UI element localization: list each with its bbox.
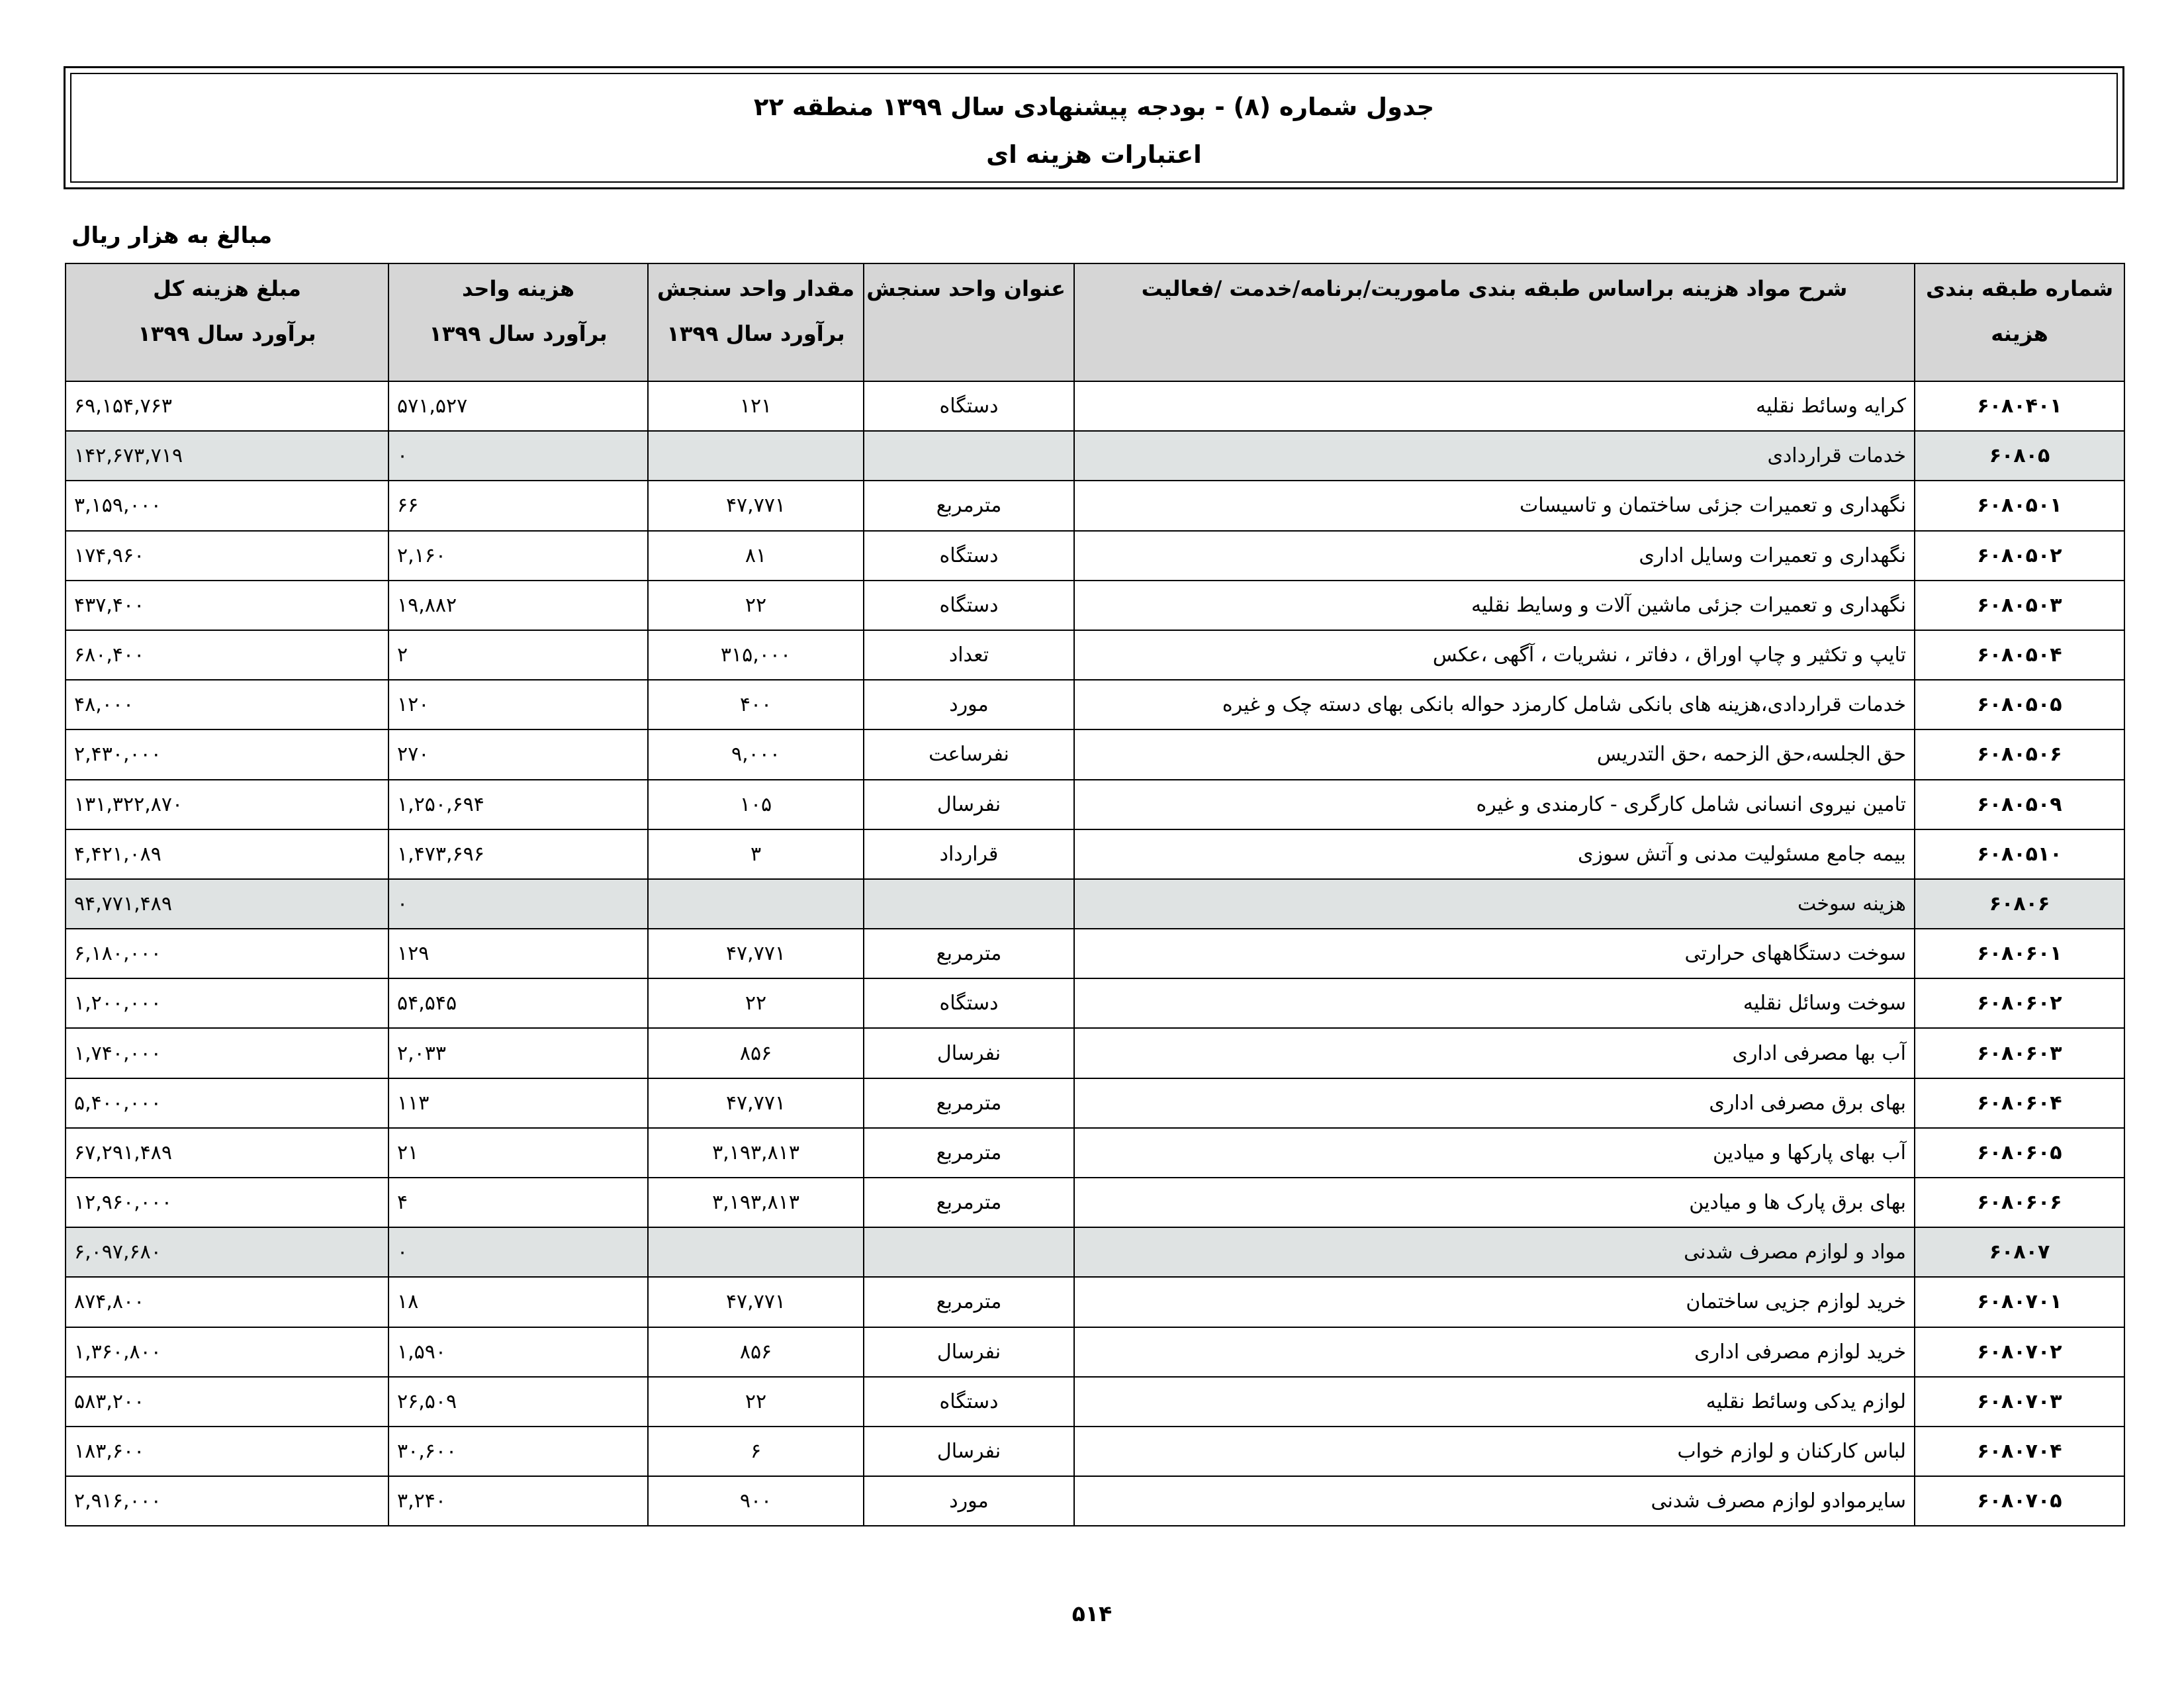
table-row xyxy=(66,1128,2124,1178)
code-cell: ۶۰۸۰۷۰۴ xyxy=(1915,1427,2124,1476)
code-cell: ۶۰۸۰۷۰۳ xyxy=(1915,1377,2124,1427)
quantity-cell: ۶ xyxy=(648,1427,864,1476)
unit-cell: نفرسال xyxy=(864,780,1074,829)
quantity-cell: ۳,۱۹۳,۸۱۳ xyxy=(648,1128,864,1178)
unit-cell: مورد xyxy=(864,1476,1074,1526)
table-row xyxy=(66,630,2124,680)
unit-cost-cell: ۱۲۹ xyxy=(388,929,648,978)
code-cell: ۶۰۸۰۶۰۲ xyxy=(1915,978,2124,1028)
code-cell: ۶۰۸۰۵۱۰ xyxy=(1915,829,2124,879)
total-cell: ۵۸۳,۲۰۰ xyxy=(66,1377,388,1427)
description-cell: لباس کارکنان و لوازم خواب xyxy=(1074,1427,1915,1476)
table-row xyxy=(66,531,2124,581)
total-cell: ۴۳۷,۴۰۰ xyxy=(66,581,388,630)
code-cell: ۶۰۸۰۷ xyxy=(1915,1227,2124,1277)
description-cell: بهای برق مصرفی اداری xyxy=(1074,1078,1915,1128)
unit-cost-cell: ۱,۲۵۰,۶۹۴ xyxy=(388,780,648,829)
description-cell: سوخت دستگاههای حرارتی xyxy=(1074,929,1915,978)
code-cell: ۶۰۸۰۶۰۴ xyxy=(1915,1078,2124,1128)
quantity-cell: ۹,۰۰۰ xyxy=(648,729,864,779)
description-cell: تایپ و تکثیر و چاپ اوراق ، دفاتر ، نشریات ، آگهی ،عکس xyxy=(1074,630,1915,680)
unit-cell: نفرساعت xyxy=(864,729,1074,779)
code-cell: ۶۰۸۰۵۰۶ xyxy=(1915,729,2124,779)
unit-cost-cell: ۱۲۰ xyxy=(388,680,648,729)
unit-cell: مترمربع xyxy=(864,1128,1074,1178)
unit-cell: دستگاه xyxy=(864,581,1074,630)
total-cell: ۹۴,۷۷۱,۴۸۹ xyxy=(66,879,388,929)
table-row xyxy=(66,978,2124,1028)
table-row xyxy=(66,729,2124,779)
unit-cost-cell: ۱۸ xyxy=(388,1277,648,1327)
quantity-cell: ۳۱۵,۰۰۰ xyxy=(648,630,864,680)
table-row xyxy=(66,381,2124,431)
header-total: مبلغ هزینه کل برآورد سال ۱۳۹۹ xyxy=(66,263,388,381)
table-row xyxy=(66,780,2124,829)
description-cell: لوازم یدکی وسائط نقلیه xyxy=(1074,1377,1915,1427)
code-cell: ۶۰۸۰۷۰۲ xyxy=(1915,1327,2124,1377)
code-cell: ۶۰۸۰۵۰۹ xyxy=(1915,780,2124,829)
unit-cost-cell: ۲۷۰ xyxy=(388,729,648,779)
table-group-row xyxy=(66,1227,2124,1277)
quantity-cell: ۴۷,۷۷۱ xyxy=(648,481,864,530)
unit-cell: مترمربع xyxy=(864,1178,1074,1227)
total-cell: ۴,۴۲۱,۰۸۹ xyxy=(66,829,388,879)
quantity-cell: ۲۲ xyxy=(648,581,864,630)
unit-cell: مورد xyxy=(864,680,1074,729)
budget-table xyxy=(65,263,2125,1526)
description-cell: خدمات قراردادی xyxy=(1074,431,1915,481)
page-title: جدول شماره (۸) - بودجه پیشنهادی سال ۱۳۹۹ منطقه ۲۲ xyxy=(753,93,1435,121)
total-cell: ۶,۰۹۷,۶۸۰ xyxy=(66,1227,388,1277)
description-cell: بهای برق پارک ها و میادین xyxy=(1074,1178,1915,1227)
code-cell: ۶۰۸۰۵۰۵ xyxy=(1915,680,2124,729)
code-cell: ۶۰۸۰۶۰۳ xyxy=(1915,1028,2124,1078)
quantity-cell: ۹۰۰ xyxy=(648,1476,864,1526)
unit-cell: دستگاه xyxy=(864,978,1074,1028)
unit-cell xyxy=(864,431,1074,481)
unit-cost-cell: ۳۰,۶۰۰ xyxy=(388,1427,648,1476)
description-cell: آب بهای پارکها و میادین xyxy=(1074,1128,1915,1178)
code-cell: ۶۰۸۰۶ xyxy=(1915,879,2124,929)
quantity-cell: ۱۲۱ xyxy=(648,381,864,431)
table-group-row xyxy=(66,879,2124,929)
total-cell: ۱,۲۰۰,۰۰۰ xyxy=(66,978,388,1028)
total-cell: ۴۸,۰۰۰ xyxy=(66,680,388,729)
table-row xyxy=(66,1427,2124,1476)
total-cell: ۶۷,۲۹۱,۴۸۹ xyxy=(66,1128,388,1178)
description-cell: خرید لوازم مصرفی اداری xyxy=(1074,1327,1915,1377)
unit-cost-cell: ۶۶ xyxy=(388,481,648,530)
quantity-cell: ۸۵۶ xyxy=(648,1028,864,1078)
total-cell: ۲,۹۱۶,۰۰۰ xyxy=(66,1476,388,1526)
unit-cell: مترمربع xyxy=(864,481,1074,530)
total-cell: ۱۲,۹۶۰,۰۰۰ xyxy=(66,1178,388,1227)
code-cell: ۶۰۸۰۷۰۵ xyxy=(1915,1476,2124,1526)
header-unit: عنوان واحد سنجش xyxy=(864,263,1074,381)
page-number: ۵۱۴ xyxy=(1071,1601,1113,1626)
header-quantity: مقدار واحد سنجش برآورد سال ۱۳۹۹ xyxy=(648,263,864,381)
table-row xyxy=(66,829,2124,879)
description-cell: سوخت وسائل نقلیه xyxy=(1074,978,1915,1028)
total-cell: ۱۷۴,۹۶۰ xyxy=(66,531,388,581)
table-row xyxy=(66,1078,2124,1128)
table-row xyxy=(66,581,2124,630)
total-cell: ۱۳۱,۳۲۲,۸۷۰ xyxy=(66,780,388,829)
unit-cell: مترمربع xyxy=(864,1078,1074,1128)
quantity-cell: ۳,۱۹۳,۸۱۳ xyxy=(648,1178,864,1227)
unit-cost-cell: ۰ xyxy=(388,1227,648,1277)
quantity-cell: ۲۲ xyxy=(648,978,864,1028)
description-cell: آب بها مصرفی اداری xyxy=(1074,1028,1915,1078)
table-row xyxy=(66,1476,2124,1526)
code-cell: ۶۰۸۰۵۰۲ xyxy=(1915,531,2124,581)
description-cell: بیمه جامع مسئولیت مدنی و آتش سوزی xyxy=(1074,829,1915,879)
title-inner-frame xyxy=(70,73,2118,183)
total-cell: ۲,۴۳۰,۰۰۰ xyxy=(66,729,388,779)
code-cell: ۶۰۸۰۵۰۳ xyxy=(1915,581,2124,630)
code-cell: ۶۰۸۰۵۰۱ xyxy=(1915,481,2124,530)
total-cell: ۱,۷۴۰,۰۰۰ xyxy=(66,1028,388,1078)
code-cell: ۶۰۸۰۵۰۴ xyxy=(1915,630,2124,680)
unit-cell: مترمربع xyxy=(864,1277,1074,1327)
unit-cell: دستگاه xyxy=(864,381,1074,431)
quantity-cell: ۴۷,۷۷۱ xyxy=(648,1078,864,1128)
unit-cost-cell: ۵۴,۵۴۵ xyxy=(388,978,648,1028)
code-cell: ۶۰۸۰۶۰۶ xyxy=(1915,1178,2124,1227)
description-cell: نگهداری و تعمیرات جزئی ماشین آلات و وسایط نقلیه xyxy=(1074,581,1915,630)
unit-cell: دستگاه xyxy=(864,531,1074,581)
unit-cost-cell: ۲ xyxy=(388,630,648,680)
description-cell: تامین نیروی انسانی شامل کارگری - کارمندی و غیره xyxy=(1074,780,1915,829)
unit-cost-cell: ۰ xyxy=(388,431,648,481)
table-row xyxy=(66,481,2124,530)
title-box xyxy=(64,66,2124,189)
description-cell: نگهداری و تعمیرات جزئی ساختمان و تاسیسات xyxy=(1074,481,1915,530)
total-cell: ۱,۳۶۰,۸۰۰ xyxy=(66,1327,388,1377)
unit-cost-cell: ۱۱۳ xyxy=(388,1078,648,1128)
total-cell: ۶۹,۱۵۴,۷۶۳ xyxy=(66,381,388,431)
description-cell: نگهداری و تعمیرات وسایل اداری xyxy=(1074,531,1915,581)
total-cell: ۵,۴۰۰,۰۰۰ xyxy=(66,1078,388,1128)
description-cell: هزینه سوخت xyxy=(1074,879,1915,929)
unit-cell: دستگاه xyxy=(864,1377,1074,1427)
table-group-row xyxy=(66,431,2124,481)
quantity-cell xyxy=(648,1227,864,1277)
table-header-row xyxy=(66,263,2124,381)
unit-cell: قرارداد xyxy=(864,829,1074,879)
quantity-cell: ۴۷,۷۷۱ xyxy=(648,1277,864,1327)
total-cell: ۱۴۲,۶۷۳,۷۱۹ xyxy=(66,431,388,481)
table-row xyxy=(66,680,2124,729)
description-cell: حق الجلسه،حق الزحمه ،حق التدریس xyxy=(1074,729,1915,779)
total-cell: ۳,۱۵۹,۰۰۰ xyxy=(66,481,388,530)
header-code: شماره طبقه بندی هزینه xyxy=(1915,263,2124,381)
total-cell: ۶۸۰,۴۰۰ xyxy=(66,630,388,680)
code-cell: ۶۰۸۰۵ xyxy=(1915,431,2124,481)
unit-cell: تعداد xyxy=(864,630,1074,680)
total-cell: ۸۷۴,۸۰۰ xyxy=(66,1277,388,1327)
header-description: شرح مواد هزینه براساس طبقه بندی ماموریت/برنامه/خدمت /فعالیت xyxy=(1074,263,1915,381)
description-cell: کرایه وسائط نقلیه xyxy=(1074,381,1915,431)
code-cell: ۶۰۸۰۴۰۱ xyxy=(1915,381,2124,431)
unit-cost-cell: ۱۹,۸۸۲ xyxy=(388,581,648,630)
unit-cell: نفرسال xyxy=(864,1028,1074,1078)
description-cell: مواد و لوازم مصرف شدنی xyxy=(1074,1227,1915,1277)
unit-cost-cell: ۵۷۱,۵۲۷ xyxy=(388,381,648,431)
description-cell: سایرموادو لوازم مصرف شدنی xyxy=(1074,1476,1915,1526)
unit-cost-cell: ۱,۵۹۰ xyxy=(388,1327,648,1377)
description-cell: خدمات قراردادی،هزینه های بانکی شامل کارمزد حواله بانکی بهای دسته چک و غیره xyxy=(1074,680,1915,729)
table-row xyxy=(66,1277,2124,1327)
unit-cell xyxy=(864,879,1074,929)
table-row xyxy=(66,1327,2124,1377)
table-row xyxy=(66,929,2124,978)
page-subtitle: اعتبارات هزینه ای xyxy=(986,140,1202,169)
quantity-cell xyxy=(648,879,864,929)
quantity-cell: ۴۷,۷۷۱ xyxy=(648,929,864,978)
unit-cost-cell: ۰ xyxy=(388,879,648,929)
quantity-cell: ۲۲ xyxy=(648,1377,864,1427)
code-cell: ۶۰۸۰۶۰۱ xyxy=(1915,929,2124,978)
unit-cost-cell: ۲۶,۵۰۹ xyxy=(388,1377,648,1427)
unit-cell xyxy=(864,1227,1074,1277)
currency-unit-note: مبالغ به هزار ریال xyxy=(71,222,273,249)
unit-cost-cell: ۲۱ xyxy=(388,1128,648,1178)
unit-cost-cell: ۲,۱۶۰ xyxy=(388,531,648,581)
table-row xyxy=(66,1377,2124,1427)
quantity-cell: ۸۵۶ xyxy=(648,1327,864,1377)
unit-cell: مترمربع xyxy=(864,929,1074,978)
unit-cost-cell: ۱,۴۷۳,۶۹۶ xyxy=(388,829,648,879)
quantity-cell xyxy=(648,431,864,481)
table-row xyxy=(66,1178,2124,1227)
unit-cost-cell: ۴ xyxy=(388,1178,648,1227)
quantity-cell: ۴۰۰ xyxy=(648,680,864,729)
code-cell: ۶۰۸۰۶۰۵ xyxy=(1915,1128,2124,1178)
total-cell: ۶,۱۸۰,۰۰۰ xyxy=(66,929,388,978)
description-cell: خرید لوازم جزیی ساختمان xyxy=(1074,1277,1915,1327)
unit-cost-cell: ۳,۲۴۰ xyxy=(388,1476,648,1526)
total-cell: ۱۸۳,۶۰۰ xyxy=(66,1427,388,1476)
unit-cell: نفرسال xyxy=(864,1427,1074,1476)
quantity-cell: ۸۱ xyxy=(648,531,864,581)
code-cell: ۶۰۸۰۷۰۱ xyxy=(1915,1277,2124,1327)
quantity-cell: ۳ xyxy=(648,829,864,879)
quantity-cell: ۱۰۵ xyxy=(648,780,864,829)
table-row xyxy=(66,1028,2124,1078)
unit-cell: نفرسال xyxy=(864,1327,1074,1377)
unit-cost-cell: ۲,۰۳۳ xyxy=(388,1028,648,1078)
header-unit-cost: هزینه واحد برآورد سال ۱۳۹۹ xyxy=(388,263,648,381)
